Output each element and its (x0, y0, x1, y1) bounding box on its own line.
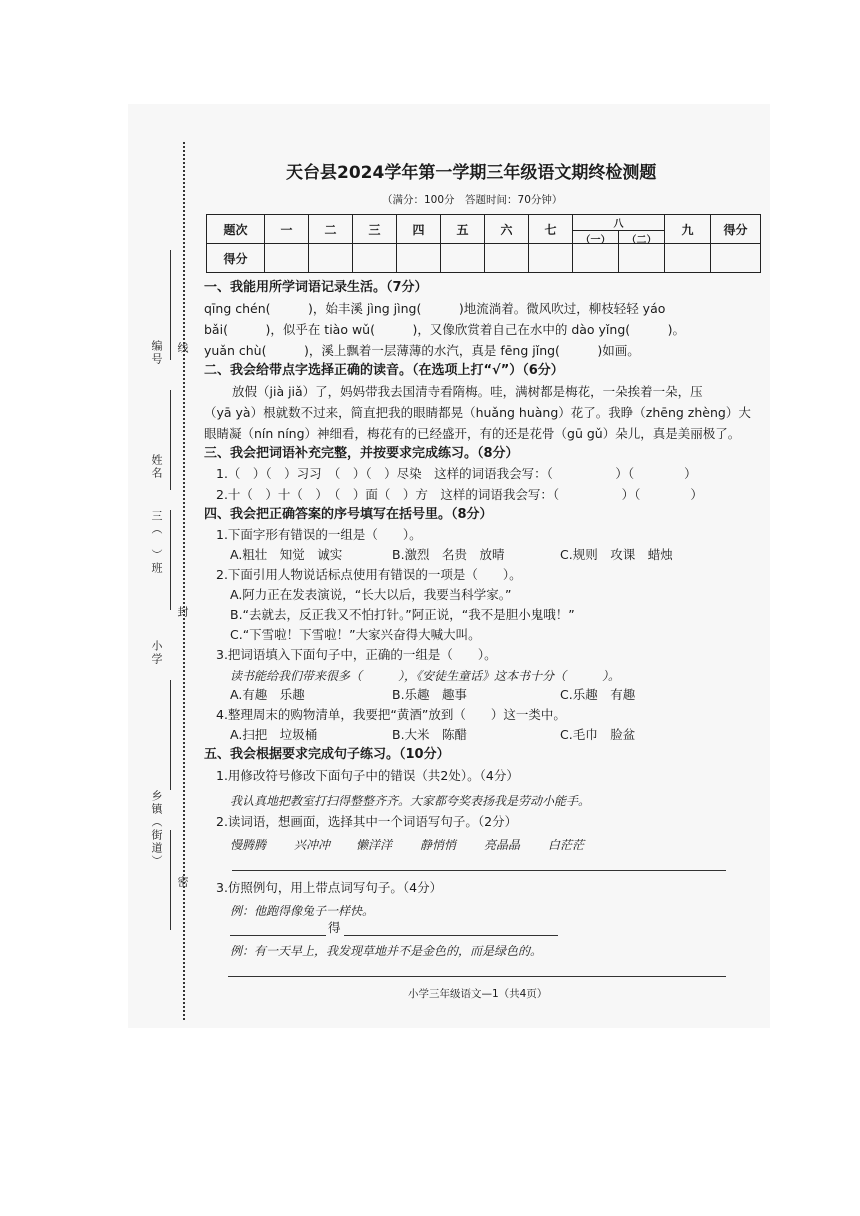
answer-line-5-2[interactable] (232, 870, 726, 871)
side-number-label: 编号 (150, 340, 163, 366)
section-2-heading: 二、我会给带点字选择正确的读音。（在选项上打“√”）（6分） (204, 363, 564, 378)
section-5-heading: 五、我会根据要求完成句子练习。（10分） (204, 747, 450, 762)
score-header-cell: 二 (309, 215, 353, 244)
section-1-heading: 一、我能用所学词语记录生活。（7分） (204, 280, 428, 295)
option-4-3-c: C.乐趣 有趣 (560, 687, 636, 702)
score-header-cell: 得分 (711, 215, 761, 244)
page-footer: 小学三年级语文—1（共4页） (408, 988, 548, 1000)
section-2-line: （yā yà）根就数不过来，简直把我的眼睛都晃（huǎng huàng）花了。我睁（zhēng zhèng）大 (204, 405, 751, 420)
section-1-line: yuǎn chù( )，溪上飘着一层薄薄的水汽，真是 fēng jǐng( )如画。 (204, 343, 640, 358)
score-table-header-row (207, 215, 761, 244)
side-class-label: 三（ ）班 (150, 510, 163, 575)
score-cell[interactable] (485, 244, 529, 273)
word-choice: 亮晶晶 (484, 838, 521, 852)
option-4-4-a: A.扫把 垃圾桶 (230, 727, 318, 742)
option-4-1-c: C.规则 攻课 蜡烛 (560, 547, 673, 562)
exam-subtitle: （满分：100分 答题时间：70分钟） (382, 194, 563, 206)
score-header-cell: 五 (441, 215, 485, 244)
score-cell[interactable] (309, 244, 353, 273)
side-school-label: 小学 (150, 640, 163, 666)
section-1-line: bǎi( )，似乎在 tiào wǔ( )，又像欣赏着自己在水中的 dào yǐng( )。 (204, 322, 686, 337)
score-subheader-two: （二） (618, 231, 664, 246)
fill-char-de: 得 (328, 920, 341, 935)
side-name-label: 姓名 (150, 454, 163, 480)
section-1-line: qīng chén( )，始丰溪 jìng jìng( )地流淌着。微风吹过，柳枝轻轻 yáo (204, 301, 666, 316)
score-header-cell: 九 (665, 215, 711, 244)
name-write-line (170, 390, 171, 490)
section-2-line: 放假（jià jiǎ）了，妈妈带我去国清寺看隋梅。哇，满树都是梅花，一朵挨着一朵，压 (232, 384, 703, 399)
score-header-cell: 题次 (207, 215, 265, 244)
side-line-char: 线 (176, 342, 189, 355)
score-header-cell-eight (573, 215, 665, 244)
score-cell[interactable] (665, 244, 711, 273)
answer-line-5-3-c[interactable] (228, 976, 726, 977)
section-2-line: 眼睛凝（nín níng）神细看，梅花有的已经盛开，有的还是花骨（gū gǔ）朵儿，真是美丽极了。 (204, 426, 741, 441)
score-cell[interactable] (397, 244, 441, 273)
score-header-cell: 一 (265, 215, 309, 244)
question-5-1-sentence: 我认真地把教室打扫得整整齐齐。大家都夸奖表扬我是劳动小能手。 (230, 794, 591, 808)
option-4-1-a: A.粗壮 知觉 诚实 (230, 547, 343, 562)
option-4-1-b: B.激烈 名贵 放晴 (392, 547, 505, 562)
score-header-cell: 四 (397, 215, 441, 244)
score-header-cell: 六 (485, 215, 529, 244)
score-header-cell: 三 (353, 215, 397, 244)
exam-title: 天台县2024学年第一学期三年级语文期终检测题 (286, 163, 657, 183)
option-4-4-b: B.大米 陈醋 (392, 727, 468, 742)
question-4-2: 2.下面引用人物说话标点使用有错误的一项是（ ）。 (216, 567, 522, 582)
question-4-3-sentence: 读书能给我们带来很多（ ），《安徒生童话》这本书十分（ ）。 (230, 669, 621, 683)
question-5-3: 3.仿照例句，用上带点词写句子。（4分） (216, 880, 443, 895)
option-4-2-a: A.阿力正在发表演说，“长大以后，我要当科学家。” (230, 587, 512, 602)
option-4-3-b: B.乐趣 趣事 (392, 687, 468, 702)
class-write-line (170, 510, 171, 610)
word-choice: 懒洋洋 (356, 838, 393, 852)
school-write-line (170, 680, 171, 790)
score-table-score-row (207, 244, 761, 273)
score-header-eight-label: 八 (573, 215, 664, 231)
question-4-3: 3.把词语填入下面句子中，正确的一组是（ ）。 (216, 647, 497, 662)
section-3-heading: 三、我会把词语补充完整，并按要求完成练习。（8分） (204, 446, 519, 461)
score-cell[interactable] (353, 244, 397, 273)
binding-dotted-line (183, 142, 185, 1020)
example-5-3-1: 例：他跑得像兔子一样快。 (230, 904, 375, 918)
question-4-1: 1.下面字形有错误的一组是（ ）。 (216, 527, 422, 542)
question-5-1: 1.用修改符号修改下面句子中的错误（共2处）。（4分） (216, 768, 519, 783)
answer-line-5-3-b[interactable] (344, 935, 558, 936)
option-4-2-c: C.“下雪啦！下雪啦！”大家兴奋得大喊大叫。 (230, 627, 481, 642)
score-subheader-one: （一） (580, 235, 611, 246)
town-write-line (170, 830, 171, 930)
word-choice: 静悄悄 (420, 838, 457, 852)
score-table (206, 214, 761, 273)
answer-line-5-3-a[interactable] (230, 935, 326, 936)
side-town-label: 乡镇（街道） (150, 790, 163, 868)
section-3-line: 1.（ ）（ ）习习 （ ）（ ）尽染 这样的词语我会写：（ ）（ ） (216, 466, 697, 481)
side-close-char: 密 (176, 876, 189, 889)
word-choice: 慢腾腾 (230, 838, 267, 852)
question-5-2: 2.读词语，想画面，选择其中一个词语写句子。（2分） (216, 814, 518, 829)
score-cell[interactable] (441, 244, 485, 273)
score-cell[interactable] (711, 244, 761, 273)
option-4-4-c: C.毛巾 脸盆 (560, 727, 636, 742)
score-header-cell: 七 (529, 215, 573, 244)
score-row-label: 得分 (207, 244, 265, 273)
word-choice: 兴冲冲 (294, 838, 331, 852)
question-4-4: 4.整理周末的购物清单，我要把“黄酒”放到（ ）这一类中。 (216, 707, 566, 722)
section-3-line: 2.十（ ）十（ ） （ ）面（ ）方 这样的词语我会写：（ ）（ ） (216, 487, 703, 502)
side-seal-char: 封 (176, 606, 189, 619)
number-write-line (170, 250, 171, 360)
example-5-3-2: 例：有一天早上，我发现草地并不是金色的，而是绿色的。 (230, 944, 543, 958)
option-4-2-b: B.“去就去，反正我又不怕打针。”阿正说，“我不是胆小鬼哦！” (230, 607, 575, 622)
score-cell[interactable] (265, 244, 309, 273)
score-cell[interactable] (529, 244, 573, 273)
section-4-heading: 四、我会把正确答案的序号填写在括号里。（8分） (204, 507, 493, 522)
option-4-3-a: A.有趣 乐趣 (230, 687, 305, 702)
word-choice: 白茫茫 (548, 838, 585, 852)
score-cell[interactable] (573, 244, 665, 273)
